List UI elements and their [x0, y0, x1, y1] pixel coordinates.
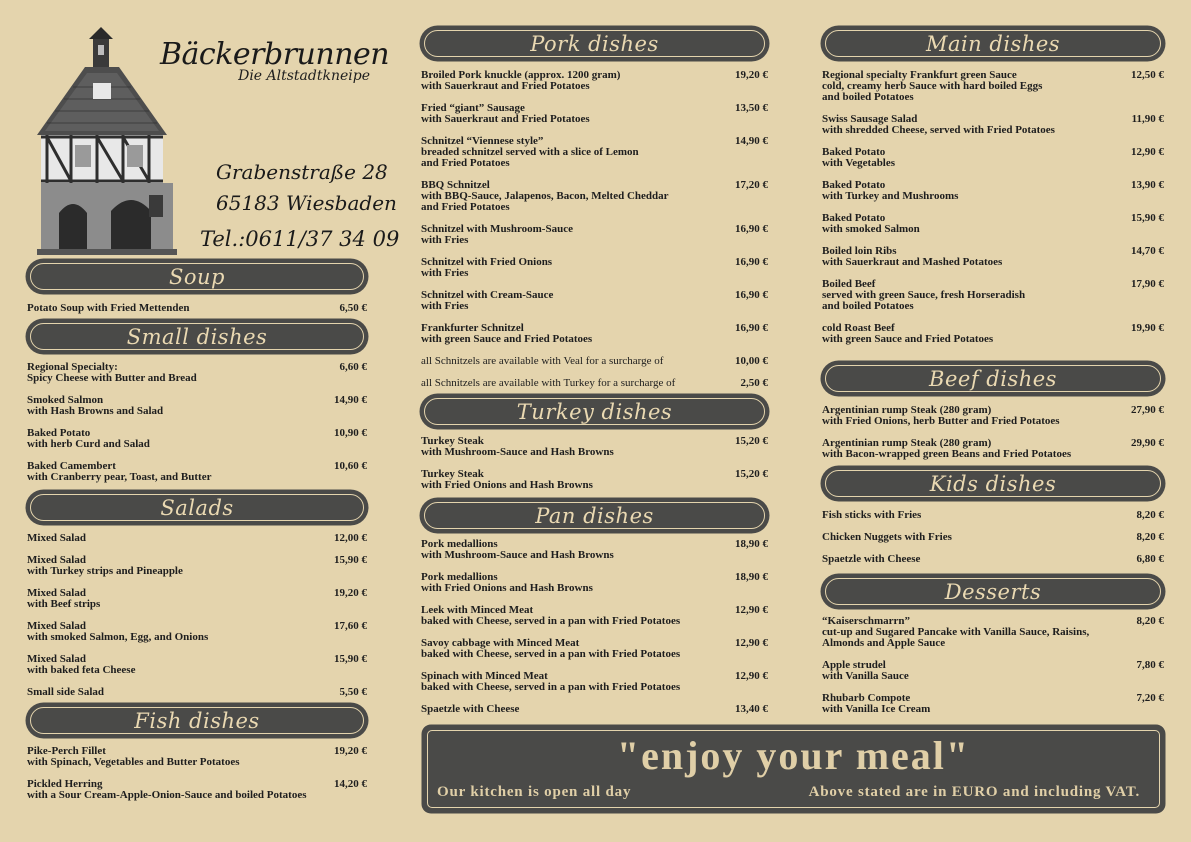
- menu-item: [421, 180, 768, 213]
- menu-item: [421, 539, 768, 561]
- item-name: Leek with Minced Meat: [421, 604, 534, 616]
- item-price: 15,20 €: [735, 435, 768, 447]
- item-desc: with Vanilla Sauce: [822, 670, 909, 682]
- address-city: 65183 Wiesbaden: [216, 191, 397, 215]
- item-price: 13,40 €: [735, 703, 768, 715]
- menu-item: [822, 70, 1164, 103]
- item-desc: baked with Cheese, served in a pan with Fried Potatoes: [421, 648, 681, 660]
- item-price: 17,90 €: [1131, 278, 1164, 290]
- item-price: 15,20 €: [735, 468, 768, 480]
- footer-banner: [423, 726, 1164, 812]
- item-desc: with Fries: [421, 234, 469, 246]
- item-price: 18,90 €: [735, 571, 768, 583]
- item-desc: with Vegetables: [822, 157, 896, 169]
- item-desc: served with green Sauce, fresh Horseradish and boiled Potatoes: [822, 289, 1026, 312]
- item-name: Spaetzle with Cheese: [822, 553, 921, 565]
- item-desc: with green Sauce and Fried Potatoes: [421, 333, 593, 345]
- restaurant-name: Bäckerbrunnen: [160, 37, 390, 72]
- item-price: 19,90 €: [1131, 322, 1164, 334]
- section-banner-desserts: [822, 575, 1164, 608]
- menu-item: [421, 224, 768, 246]
- item-desc: with Turkey strips and Pineapple: [27, 565, 183, 577]
- item-desc: with Mushroom-Sauce and Hash Browns: [421, 446, 614, 458]
- menu-item: [27, 621, 367, 643]
- section-banner-pan-dishes: [421, 499, 768, 532]
- section-banner-small-dishes: [27, 320, 367, 353]
- menu-item: [822, 213, 1164, 235]
- item-price: 12,00 €: [334, 532, 367, 544]
- menu-item: [822, 616, 1164, 649]
- item-desc: with Sauerkraut and Fried Potatoes: [421, 80, 590, 92]
- menu-item: [822, 279, 1164, 312]
- item-desc: with Mushroom-Sauce and Hash Browns: [421, 549, 614, 561]
- item-name: Chicken Nuggets with Fries: [822, 531, 952, 543]
- section-title: Kids dishes: [929, 471, 1057, 496]
- item-desc: with smoked Salmon: [822, 223, 920, 235]
- item-name: Regional specialty Frankfurt green Sauce: [822, 69, 1017, 81]
- item-name: Smoked Salmon: [27, 394, 104, 406]
- item-price: 16,90 €: [735, 256, 768, 268]
- item-name: Pickled Herring: [27, 778, 103, 790]
- menu-item: [27, 362, 367, 384]
- item-name: “Kaiserschmarrn”: [822, 615, 910, 627]
- menu-item: [421, 704, 768, 715]
- menu-item: [822, 323, 1164, 345]
- menu-item: [27, 779, 367, 801]
- item-name: Mixed Salad: [27, 620, 86, 632]
- section-title: Fish dishes: [134, 708, 260, 733]
- item-name: Pork medallions: [421, 571, 498, 583]
- menu-item: [822, 532, 1164, 543]
- item-name: Boiled loin Ribs: [822, 245, 897, 257]
- section-title: Main dishes: [925, 31, 1061, 56]
- slogan: "enjoy your meal": [616, 733, 971, 778]
- item-name: Regional Specialty:: [27, 361, 118, 373]
- item-name: Apple strudel: [822, 659, 886, 671]
- item-price: 29,90 €: [1131, 437, 1164, 449]
- item-name: Savoy cabbage with Minced Meat: [421, 637, 580, 649]
- menu-item: [421, 70, 768, 92]
- menu-item: [421, 638, 768, 660]
- section-banner-salads: [27, 491, 367, 524]
- item-name: Schnitzel “Viennese style”: [421, 135, 544, 147]
- item-name: Broiled Pork knuckle (approx. 1200 gram): [421, 69, 621, 81]
- item-price: 10,60 €: [334, 460, 367, 472]
- menu-note: [421, 356, 768, 367]
- menu-item: [822, 246, 1164, 268]
- item-name: Schnitzel with Mushroom-Sauce: [421, 223, 573, 235]
- item-name: Turkey Steak: [421, 468, 484, 480]
- item-name: Potato Soup with Fried Mettenden: [27, 302, 190, 314]
- menu-item: [27, 395, 367, 417]
- item-price: 12,90 €: [735, 637, 768, 649]
- item-price: 13,90 €: [1131, 179, 1164, 191]
- item-desc: with Beef strips: [27, 598, 101, 610]
- menu-item: [822, 510, 1164, 521]
- menu-item: [421, 436, 768, 458]
- item-name: cold Roast Beef: [822, 322, 895, 334]
- item-price: 14,70 €: [1131, 245, 1164, 257]
- menu-item: [822, 114, 1164, 136]
- section-title: Salads: [160, 495, 234, 520]
- menu-item: [27, 687, 367, 698]
- item-price: 2,50 €: [740, 377, 768, 389]
- item-desc: with Sauerkraut and Mashed Potatoes: [822, 256, 1003, 268]
- item-desc: with BBQ-Sauce, Jalapenos, Bacon, Melted Cheddar and Fried Potatoes: [421, 190, 669, 213]
- item-name: Rhubarb Compote: [822, 692, 911, 704]
- item-desc: with smoked Salmon, Egg, and Onions: [27, 631, 209, 643]
- item-price: 7,20 €: [1136, 692, 1164, 704]
- item-price: 12,90 €: [1131, 146, 1164, 158]
- item-price: 11,90 €: [1131, 113, 1164, 125]
- item-desc: with Fried Onions and Hash Browns: [421, 479, 593, 491]
- item-desc: with herb Curd and Salad: [27, 438, 150, 450]
- item-desc: with Turkey and Mushrooms: [822, 190, 959, 202]
- menu-item: [822, 180, 1164, 202]
- menu-item: [822, 438, 1164, 460]
- item-desc: with shredded Cheese, served with Fried Potatoes: [822, 124, 1055, 136]
- item-price: 15,90 €: [334, 653, 367, 665]
- menu-item: [421, 469, 768, 491]
- menu-item: [27, 461, 367, 483]
- section-title: Beef dishes: [929, 366, 1057, 391]
- section-banner-soup: [27, 260, 367, 293]
- item-price: 27,90 €: [1131, 404, 1164, 416]
- section-banner-fish-dishes: [27, 704, 367, 737]
- item-name: Baked Potato: [822, 179, 886, 191]
- menu-note: [421, 378, 768, 389]
- menu-item: [421, 103, 768, 125]
- item-name: Schnitzel with Cream-Sauce: [421, 289, 554, 301]
- menu-item: [27, 533, 367, 544]
- menu-item: [421, 671, 768, 693]
- item-desc: breaded schnitzel served with a slice of Lemon and Fried Potatoes: [421, 146, 639, 169]
- item-desc: with Spinach, Vegetables and Butter Potatoes: [27, 756, 240, 768]
- phone-number: Tel.:0611/37 34 09: [200, 227, 400, 251]
- item-desc: with Fries: [421, 300, 469, 312]
- item-price: 16,90 €: [735, 289, 768, 301]
- kitchen-hours-note: Our kitchen is open all day: [437, 784, 632, 800]
- item-price: 19,20 €: [334, 587, 367, 599]
- item-price: 14,20 €: [334, 778, 367, 790]
- item-desc: with Cranberry pear, Toast, and Butter: [27, 471, 212, 483]
- item-desc: with Fried Onions, herb Butter and Fried Potatoes: [822, 415, 1060, 427]
- item-price: 8,20 €: [1136, 531, 1164, 543]
- section-banner-kids-dishes: [822, 467, 1164, 500]
- section-title: Desserts: [944, 579, 1042, 604]
- menu-item: [822, 147, 1164, 169]
- section-title: Pork dishes: [530, 31, 659, 56]
- section-title: Pan dishes: [535, 503, 654, 528]
- item-name: Baked Camembert: [27, 460, 116, 472]
- item-price: 15,90 €: [334, 554, 367, 566]
- item-desc: cut-up and Sugared Pancake with Vanilla Sauce, Raisins, Almonds and Apple Sauce: [822, 626, 1090, 649]
- menu-item: [822, 554, 1164, 565]
- item-name: Schnitzel with Fried Onions: [421, 256, 553, 268]
- brand-block: [160, 37, 390, 84]
- item-desc: baked with Cheese, served in a pan with Fried Potatoes: [421, 615, 681, 627]
- menu-item: [421, 605, 768, 627]
- restaurant-subtitle: Die Altstadtkneipe: [238, 68, 370, 84]
- item-name: Argentinian rump Steak (280 gram): [822, 404, 992, 416]
- item-price: 16,90 €: [735, 223, 768, 235]
- item-name: Argentinian rump Steak (280 gram): [822, 437, 992, 449]
- menu-item: [421, 290, 768, 312]
- section-banner-main-dishes: [822, 27, 1164, 60]
- item-price: 16,90 €: [735, 322, 768, 334]
- menu-item: [822, 405, 1164, 427]
- item-desc: with baked feta Cheese: [27, 664, 136, 676]
- item-name: all Schnitzels are available with Veal for a surcharge of: [421, 355, 664, 367]
- menu-item: [27, 654, 367, 676]
- item-price: 14,90 €: [735, 135, 768, 147]
- menu-item: [421, 572, 768, 594]
- item-name: Pork medallions: [421, 538, 498, 550]
- item-price: 10,00 €: [735, 355, 768, 367]
- item-desc: baked with Cheese, served in a pan with Fried Potatoes: [421, 681, 681, 693]
- item-price: 14,90 €: [334, 394, 367, 406]
- item-name: Baked Potato: [822, 212, 886, 224]
- section-banner-turkey-dishes: [421, 395, 768, 428]
- item-price: 7,80 €: [1136, 659, 1164, 671]
- item-price: 10,90 €: [334, 427, 367, 439]
- menu-item: [27, 588, 367, 610]
- item-name: all Schnitzels are available with Turkey for a surcharge of: [421, 377, 676, 389]
- item-desc: with Sauerkraut and Fried Potatoes: [421, 113, 590, 125]
- item-name: Baked Potato: [27, 427, 91, 439]
- menu-item: [27, 428, 367, 450]
- item-price: 12,90 €: [735, 670, 768, 682]
- item-desc: with Fries: [421, 267, 469, 279]
- item-name: Mixed Salad: [27, 532, 86, 544]
- vat-note: Above stated are in EURO and including VAT.: [808, 784, 1140, 800]
- item-name: Pike-Perch Fillet: [27, 745, 106, 757]
- item-name: Fried “giant” Sausage: [421, 102, 525, 114]
- section-title: Soup: [169, 264, 225, 289]
- item-price: 5,50 €: [339, 686, 367, 698]
- item-price: 12,50 €: [1131, 69, 1164, 81]
- menu-item: [421, 257, 768, 279]
- item-name: Mixed Salad: [27, 554, 86, 566]
- item-desc: with Bacon-wrapped green Beans and Fried Potatoes: [822, 448, 1072, 460]
- item-price: 6,80 €: [1136, 553, 1164, 565]
- item-name: Mixed Salad: [27, 653, 86, 665]
- item-desc: with Hash Browns and Salad: [27, 405, 164, 417]
- item-desc: cold, creamy herb Sauce with hard boiled Eggs and boiled Potatoes: [822, 80, 1043, 103]
- item-price: 19,20 €: [735, 69, 768, 81]
- item-desc: Spicy Cheese with Butter and Bread: [27, 372, 197, 384]
- item-price: 15,90 €: [1131, 212, 1164, 224]
- item-price: 17,60 €: [334, 620, 367, 632]
- menu-item: [27, 746, 367, 768]
- item-price: 8,20 €: [1136, 615, 1164, 627]
- menu-item: [27, 555, 367, 577]
- section-title: Turkey dishes: [516, 399, 673, 424]
- item-name: Spaetzle with Cheese: [421, 703, 520, 715]
- item-price: 19,20 €: [334, 745, 367, 757]
- item-name: Mixed Salad: [27, 587, 86, 599]
- item-desc: with Fried Onions and Hash Browns: [421, 582, 593, 594]
- item-price: 17,20 €: [735, 179, 768, 191]
- item-name: BBQ Schnitzel: [421, 179, 490, 191]
- section-banner-beef-dishes: [822, 362, 1164, 395]
- item-name: Fish sticks with Fries: [822, 509, 922, 521]
- item-name: Spinach with Minced Meat: [421, 670, 548, 682]
- item-desc: with a Sour Cream-Apple-Onion-Sauce and boiled Potatoes: [27, 789, 307, 801]
- item-name: Boiled Beef: [822, 278, 876, 290]
- item-price: 13,50 €: [735, 102, 768, 114]
- item-price: 6,50 €: [339, 302, 367, 314]
- item-name: Frankfurter Schnitzel: [421, 322, 524, 334]
- item-price: 8,20 €: [1136, 509, 1164, 521]
- menu-item: [822, 693, 1164, 715]
- menu-item: [822, 660, 1164, 682]
- item-name: Small side Salad: [27, 686, 105, 698]
- menu-item: [421, 136, 768, 169]
- item-price: 18,90 €: [735, 538, 768, 550]
- item-name: Turkey Steak: [421, 435, 484, 447]
- item-name: Baked Potato: [822, 146, 886, 158]
- section-title: Small dishes: [126, 324, 268, 349]
- address-street: Grabenstraße 28: [216, 160, 388, 184]
- item-price: 6,60 €: [339, 361, 367, 373]
- menu-item: [27, 303, 367, 314]
- item-desc: with green Sauce and Fried Potatoes: [822, 333, 994, 345]
- item-name: Swiss Sausage Salad: [822, 113, 918, 125]
- item-price: 12,90 €: [735, 604, 768, 616]
- menu-item: [421, 323, 768, 345]
- item-desc: with Vanilla Ice Cream: [822, 703, 931, 715]
- section-banner-pork-dishes: [421, 27, 768, 60]
